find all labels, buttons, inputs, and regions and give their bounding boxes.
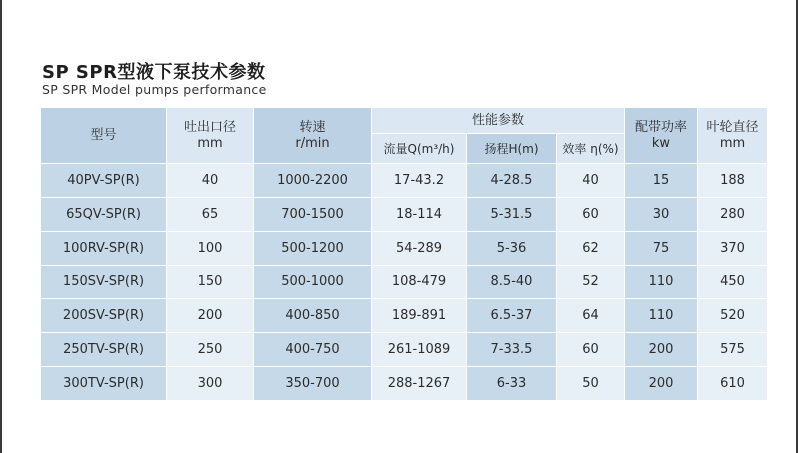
header-outlet: 吐出口径 mm <box>167 108 254 164</box>
cell-flow: 18-114 <box>372 197 467 231</box>
cell-head: 6-33 <box>467 367 557 401</box>
cell-impeller: 575 <box>698 333 768 367</box>
cell-flow: 261-1089 <box>372 333 467 367</box>
cell-efficiency: 64 <box>557 299 625 333</box>
cell-power: 200 <box>625 367 698 401</box>
cell-head: 6.5-37 <box>467 299 557 333</box>
performance-table <box>40 107 768 401</box>
cell-efficiency: 60 <box>557 333 625 367</box>
cell-efficiency: 62 <box>557 231 625 265</box>
cell-flow: 189-891 <box>372 299 467 333</box>
cell-impeller: 450 <box>698 265 768 299</box>
header-flow: 流量Q(m³/h) <box>372 134 467 164</box>
cell-model: 150SV-SP(R) <box>41 265 167 299</box>
header-head: 扬程H(m) <box>467 134 557 164</box>
table-row <box>41 265 768 299</box>
table-row <box>41 299 768 333</box>
cell-impeller: 610 <box>698 367 768 401</box>
table-row <box>41 231 768 265</box>
title-chinese: SP SPR型液下泵技术参数 <box>42 62 266 83</box>
cell-speed: 500-1000 <box>254 265 372 299</box>
cell-flow: 17-43.2 <box>372 164 467 198</box>
left-border <box>0 0 2 453</box>
cell-model: 200SV-SP(R) <box>41 299 167 333</box>
cell-efficiency: 40 <box>557 164 625 198</box>
cell-flow: 108-479 <box>372 265 467 299</box>
title-english: SP SPR Model pumps performance <box>42 82 267 97</box>
cell-head: 5-36 <box>467 231 557 265</box>
table-row <box>41 197 768 231</box>
header-efficiency: 效率 η(%) <box>557 134 625 164</box>
cell-model: 250TV-SP(R) <box>41 333 167 367</box>
cell-impeller: 188 <box>698 164 768 198</box>
cell-power: 110 <box>625 299 698 333</box>
cell-power: 15 <box>625 164 698 198</box>
cell-impeller: 520 <box>698 299 768 333</box>
cell-outlet: 200 <box>167 299 254 333</box>
cell-power: 110 <box>625 265 698 299</box>
cell-speed: 1000-2200 <box>254 164 372 198</box>
cell-model: 100RV-SP(R) <box>41 231 167 265</box>
header-model: 型号 <box>41 108 167 164</box>
cell-outlet: 100 <box>167 231 254 265</box>
cell-head: 7-33.5 <box>467 333 557 367</box>
cell-impeller: 280 <box>698 197 768 231</box>
table-row <box>41 367 768 401</box>
header-power: 配带功率 kw <box>625 108 698 164</box>
cell-speed: 350-700 <box>254 367 372 401</box>
cell-impeller: 370 <box>698 231 768 265</box>
cell-power: 75 <box>625 231 698 265</box>
header-speed: 转速 r/min <box>254 108 372 164</box>
cell-flow: 54-289 <box>372 231 467 265</box>
cell-outlet: 250 <box>167 333 254 367</box>
cell-model: 65QV-SP(R) <box>41 197 167 231</box>
cell-efficiency: 60 <box>557 197 625 231</box>
table-row <box>41 164 768 198</box>
header-impeller: 叶轮直径 mm <box>698 108 768 164</box>
cell-model: 40PV-SP(R) <box>41 164 167 198</box>
cell-head: 8.5-40 <box>467 265 557 299</box>
cell-power: 30 <box>625 197 698 231</box>
cell-efficiency: 52 <box>557 265 625 299</box>
cell-outlet: 65 <box>167 197 254 231</box>
header-performance: 性能参数 <box>372 108 625 134</box>
cell-head: 5-31.5 <box>467 197 557 231</box>
cell-outlet: 40 <box>167 164 254 198</box>
cell-head: 4-28.5 <box>467 164 557 198</box>
cell-efficiency: 50 <box>557 367 625 401</box>
cell-flow: 288-1267 <box>372 367 467 401</box>
cell-outlet: 300 <box>167 367 254 401</box>
cell-power: 200 <box>625 333 698 367</box>
cell-speed: 500-1200 <box>254 231 372 265</box>
cell-speed: 400-850 <box>254 299 372 333</box>
cell-model: 300TV-SP(R) <box>41 367 167 401</box>
table-row <box>41 333 768 367</box>
cell-speed: 700-1500 <box>254 197 372 231</box>
cell-outlet: 150 <box>167 265 254 299</box>
cell-speed: 400-750 <box>254 333 372 367</box>
